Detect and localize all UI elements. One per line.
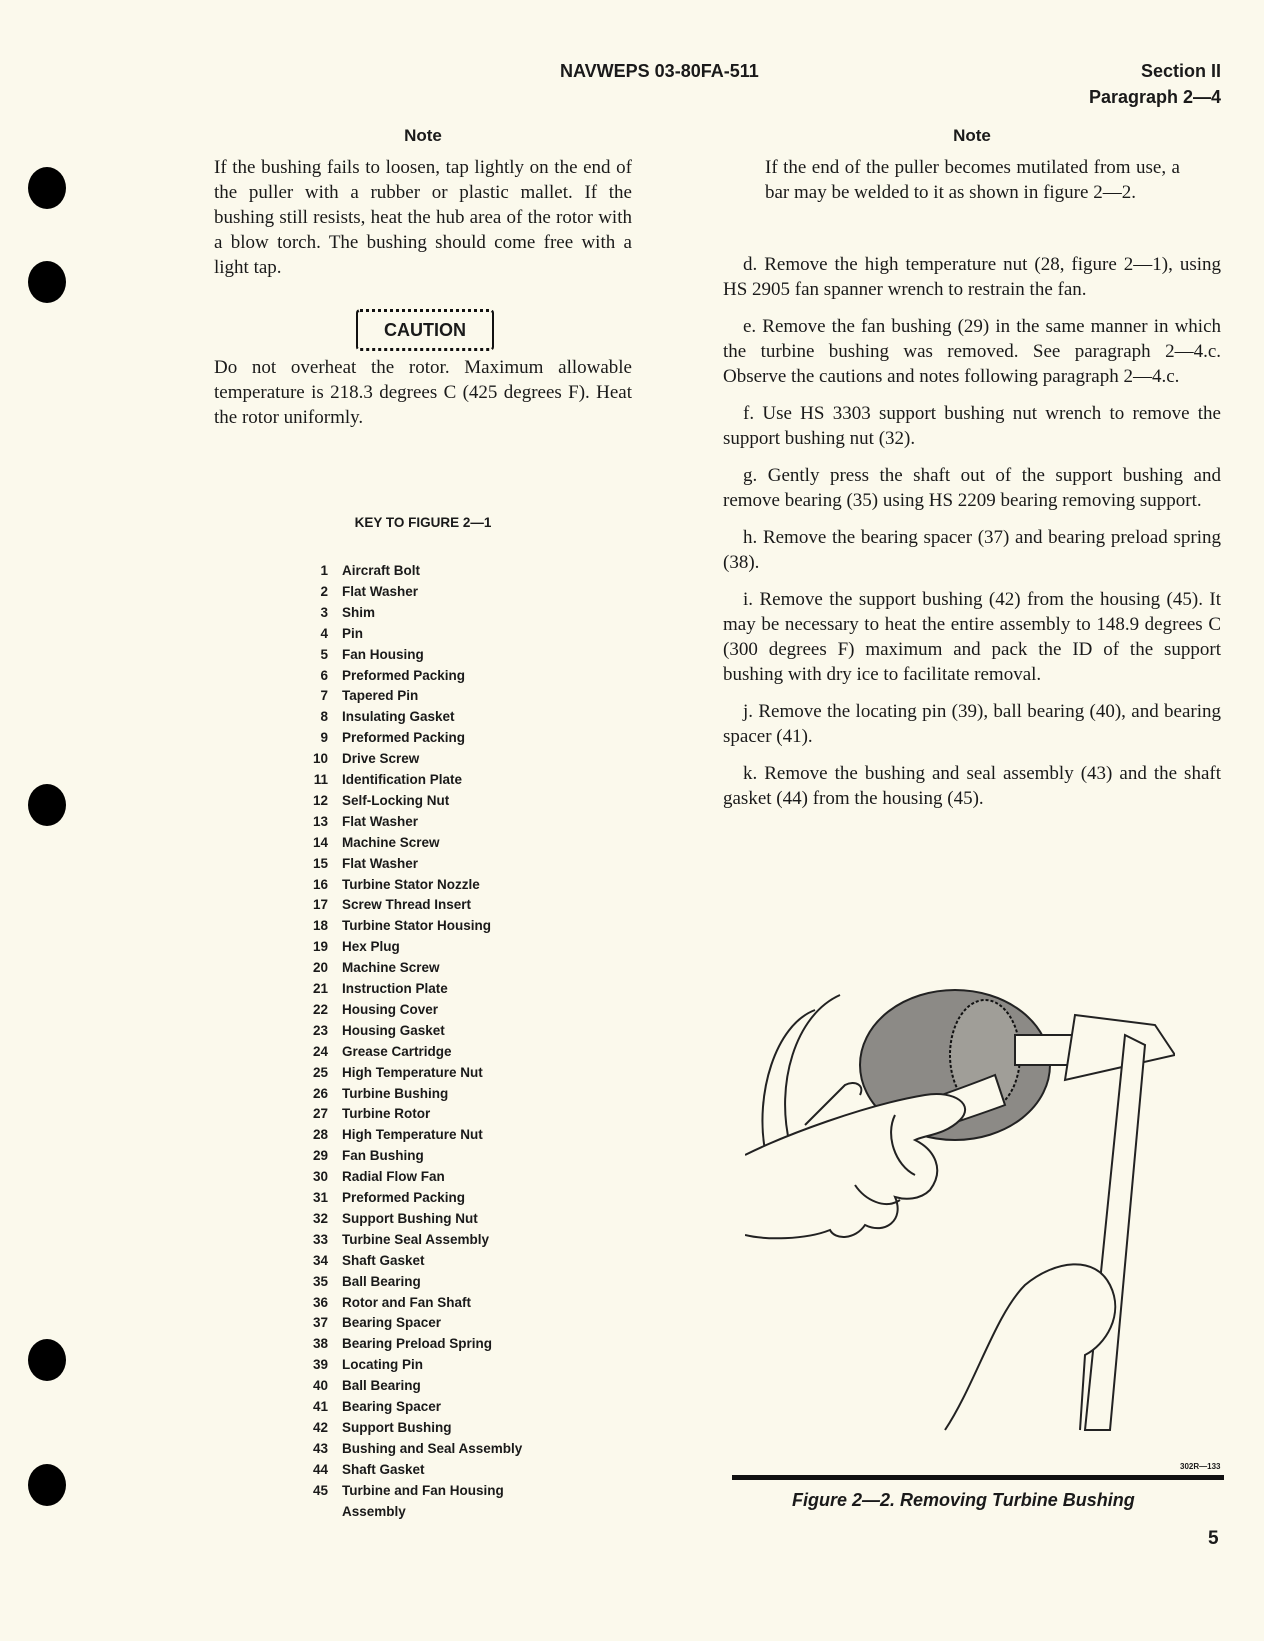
key-item-number: 20 — [312, 960, 328, 976]
key-item-label: Flat Washer — [342, 855, 419, 871]
key-item-label: Shim — [342, 604, 376, 620]
note-heading: Note — [953, 126, 991, 145]
key-item-label: Hex Plug — [342, 939, 400, 955]
key-item-number: 7 — [320, 688, 328, 704]
key-item-number: 44 — [312, 1461, 328, 1477]
key-item-label: High Temperature Nut — [342, 1127, 483, 1143]
key-item — [300, 1312, 441, 1333]
key-item-label: Machine Screw — [342, 834, 440, 850]
key-item-number: 17 — [312, 897, 328, 913]
key-item-label: Turbine Seal Assembly — [342, 1231, 490, 1247]
procedure-step: f. Use HS 3303 support bushing nut wrench to remove the support bushing nut (32). — [723, 403, 1221, 449]
key-item — [300, 623, 363, 644]
key-item-label: Fan Housing — [342, 646, 424, 662]
key-item-label: Instruction Plate — [342, 981, 448, 996]
key-item-number: 41 — [312, 1399, 328, 1414]
key-item — [300, 727, 465, 748]
key-item — [300, 1250, 425, 1271]
key-item-label: Ball Bearing — [342, 1273, 421, 1289]
key-item-number: 40 — [312, 1378, 328, 1394]
key-item — [300, 853, 418, 874]
key-item-number: 9 — [320, 730, 328, 746]
key-item-label: Flat Washer — [342, 583, 419, 599]
key-item — [300, 644, 424, 665]
key-item — [300, 665, 465, 686]
key-item — [300, 790, 449, 811]
key-item-number: 30 — [312, 1169, 328, 1185]
binder-hole — [28, 261, 66, 303]
key-item — [300, 1187, 465, 1208]
key-item-label: Housing Gasket — [342, 1022, 445, 1038]
caution-badge: CAUTION — [356, 309, 494, 351]
key-item — [300, 748, 419, 769]
key-item-number: 31 — [312, 1190, 328, 1205]
key-item-number: 33 — [312, 1231, 328, 1247]
key-item — [300, 999, 438, 1020]
key-item-number: 45 — [312, 1482, 328, 1498]
key-item — [300, 1124, 483, 1145]
key-item-label: Support Bushing Nut — [342, 1210, 478, 1226]
note-text: If the end of the puller becomes mutilated from use, a bar may be welded to it as shown in figure 2—2. — [765, 157, 1180, 203]
key-item-label: Tapered Pin — [342, 688, 419, 704]
key-item — [300, 602, 375, 623]
key-item-label: Turbine Bushing — [342, 1085, 449, 1101]
key-item-label: Aircraft Bolt — [342, 563, 421, 578]
key-item — [300, 1062, 483, 1083]
key-item-number: 35 — [312, 1273, 328, 1289]
key-item — [300, 1145, 424, 1166]
key-item-continuation — [300, 1501, 406, 1522]
key-item-number: 43 — [312, 1440, 328, 1456]
key-item — [300, 1438, 522, 1459]
key-item-label: Self-Locking Nut — [342, 792, 450, 808]
key-item — [300, 1229, 489, 1250]
key-item-number: 3 — [320, 604, 328, 620]
key-item — [300, 1396, 441, 1417]
key-item — [300, 978, 448, 999]
key-item-number: 8 — [320, 709, 328, 725]
key-item-label: Support Bushing — [342, 1419, 452, 1435]
key-item — [300, 560, 420, 581]
key-item-label: Turbine Rotor — [342, 1106, 431, 1122]
note-text: If the bushing fails to loosen, tap lightly on the end of the puller with a rubber or plastic mallet. If the bushing still resists, heat the hub area of the rotor with a blow torch. The bushing should come free with a light tap. — [214, 157, 632, 278]
key-item-label: Screw Thread Insert — [342, 897, 472, 913]
figure-illustration — [745, 985, 1175, 1435]
key-item-number: 27 — [312, 1106, 328, 1122]
key-item — [300, 1417, 451, 1438]
procedure-step: i. Remove the support bushing (42) from the housing (45). It may be necessary to heat the entire assembly to 148.9 degrees C (300 degrees F) maximum and pack the ID of the support bushing with dry ice to facilitate removal. — [723, 589, 1221, 685]
key-item — [300, 1020, 445, 1041]
key-item-number: 34 — [312, 1252, 328, 1268]
key-item-number: 10 — [312, 751, 328, 767]
key-item-number: 42 — [312, 1419, 328, 1435]
key-item-number: 23 — [312, 1022, 328, 1038]
key-item — [300, 1208, 478, 1229]
key-item-number: 5 — [320, 646, 328, 662]
key-item-label: Grease Cartridge — [342, 1043, 452, 1059]
caption-rule — [732, 1475, 1224, 1480]
key-item-number: 15 — [312, 855, 328, 871]
key-item-number: 36 — [312, 1294, 328, 1310]
key-item — [300, 1375, 421, 1396]
figure-ref: 302R—133 — [1180, 1462, 1221, 1471]
key-item-number: 25 — [312, 1064, 328, 1080]
key-item-label: Locating Pin — [342, 1357, 423, 1373]
key-item-label: Preformed Packing — [342, 1190, 466, 1205]
key-item — [300, 1292, 471, 1313]
caution-text: Do not overheat the rotor. Maximum allowable temperature is 218.3 degrees C (425 degrees F). Heat the rotor uniformly. — [214, 357, 632, 428]
key-item-label: Radial Flow Fan — [342, 1169, 445, 1185]
key-item-label: Shaft Gasket — [342, 1461, 425, 1477]
key-item-label: Bearing Spacer — [342, 1315, 442, 1331]
hand-left — [745, 1094, 965, 1238]
key-item — [300, 894, 471, 915]
key-item — [300, 706, 455, 727]
procedure-step: j. Remove the locating pin (39), ball bearing (40), and bearing spacer (41). — [723, 701, 1221, 747]
key-item-number: 2 — [320, 583, 328, 599]
key-item — [300, 874, 480, 895]
puller-bar — [1085, 1035, 1145, 1430]
key-item — [300, 581, 418, 602]
key-item-label: Machine Screw — [342, 960, 440, 976]
key-item — [300, 1271, 421, 1292]
key-item-number: 16 — [312, 876, 328, 892]
key-item-number: 39 — [312, 1357, 328, 1373]
binder-hole — [28, 1464, 66, 1506]
key-item-label: Turbine Stator Nozzle — [342, 876, 480, 892]
key-item-number: 26 — [312, 1085, 328, 1101]
key-item — [300, 1459, 425, 1480]
key-item-number: 19 — [312, 939, 328, 955]
procedure-step: d. Remove the high temperature nut (28, figure 2—1), using HS 2905 fan spanner wrench to restrain the fan. — [723, 254, 1221, 300]
procedure-step: k. Remove the bushing and seal assembly (43) and the shaft gasket (44) from the housing (45). — [723, 763, 1221, 809]
key-item-label: Insulating Gasket — [342, 709, 455, 725]
procedure-step: h. Remove the bearing spacer (37) and bearing preload spring (38). — [723, 527, 1221, 573]
key-item-label: Flat Washer — [342, 813, 419, 829]
key-item-number: 1 — [320, 563, 328, 578]
key-item-label: Preformed Packing — [342, 667, 466, 683]
key-item-number: 21 — [312, 981, 328, 996]
note-heading: Note — [404, 126, 442, 145]
key-item — [300, 1354, 423, 1375]
key-title: KEY TO FIGURE 2—1 — [354, 515, 492, 530]
procedure-steps — [723, 252, 1221, 823]
key-item-label: Bearing Spacer — [342, 1399, 442, 1414]
key-item-number: 32 — [312, 1210, 328, 1226]
procedure-step: g. Gently press the shaft out of the support bushing and remove bearing (35) using HS 2209 bearing removing support. — [723, 465, 1221, 511]
key-item — [300, 1166, 445, 1187]
key-item — [300, 936, 400, 957]
procedure-step: e. Remove the fan bushing (29) in the same manner in which the turbine bushing was removed. See paragraph 2—4.c. Observe the cautions and notes following paragraph 2—4.c. — [723, 316, 1221, 387]
key-item — [300, 1333, 492, 1354]
key-item-number: 13 — [312, 813, 328, 829]
key-item — [300, 1480, 504, 1501]
key-item-label: Pin — [342, 625, 364, 641]
key-item-number: 24 — [312, 1043, 328, 1059]
section-label: Section II — [1140, 61, 1221, 81]
figure-caption: Figure 2—2. Removing Turbine Bushing — [792, 1490, 1135, 1510]
key-item-label: Turbine Stator Housing — [342, 918, 491, 934]
key-item-label: Assembly — [342, 1503, 406, 1519]
binder-hole — [28, 1339, 66, 1381]
key-item-label: Rotor and Fan Shaft — [342, 1294, 471, 1310]
key-item-number: 14 — [312, 834, 328, 850]
key-item — [300, 1041, 452, 1062]
key-item-number: 38 — [312, 1336, 328, 1352]
wrench-head — [1065, 1015, 1175, 1080]
binder-hole — [28, 784, 66, 826]
key-item-label: Ball Bearing — [342, 1378, 421, 1394]
key-item-label: Housing Cover — [342, 1001, 439, 1017]
key-item-number: 29 — [312, 1148, 328, 1164]
key-item-number: 11 — [313, 772, 328, 787]
binder-hole — [28, 167, 66, 209]
key-item-label: Shaft Gasket — [342, 1252, 425, 1268]
document-id: NAVWEPS 03-80FA-511 — [560, 61, 759, 81]
key-item — [300, 1103, 430, 1124]
key-item-number: 37 — [312, 1315, 328, 1331]
key-item-label: Identification Plate — [342, 772, 463, 787]
key-item — [300, 811, 418, 832]
key-item-number: 12 — [312, 792, 328, 808]
key-item — [300, 769, 462, 790]
key-item-label: Preformed Packing — [342, 730, 466, 746]
key-item-number: 28 — [312, 1127, 328, 1143]
page-number: 5 — [1208, 1528, 1219, 1549]
key-item-label: Bearing Preload Spring — [342, 1336, 493, 1352]
key-item-number: 18 — [312, 918, 328, 934]
key-item — [300, 957, 440, 978]
key-item-label: Drive Screw — [342, 751, 420, 767]
key-item-number: 6 — [320, 667, 328, 683]
paragraph-label: Paragraph 2—4 — [1088, 87, 1221, 107]
key-item-number: 4 — [320, 625, 328, 641]
key-item-label: Fan Bushing — [342, 1148, 424, 1164]
key-item-label: High Temperature Nut — [342, 1064, 483, 1080]
key-item — [300, 685, 418, 706]
key-item-label: Turbine and Fan Housing — [342, 1482, 504, 1498]
key-item — [300, 832, 440, 853]
key-item-number: 22 — [312, 1001, 328, 1017]
key-item — [300, 1083, 448, 1104]
key-item — [300, 915, 491, 936]
key-item-label: Bushing and Seal Assembly — [342, 1440, 523, 1456]
